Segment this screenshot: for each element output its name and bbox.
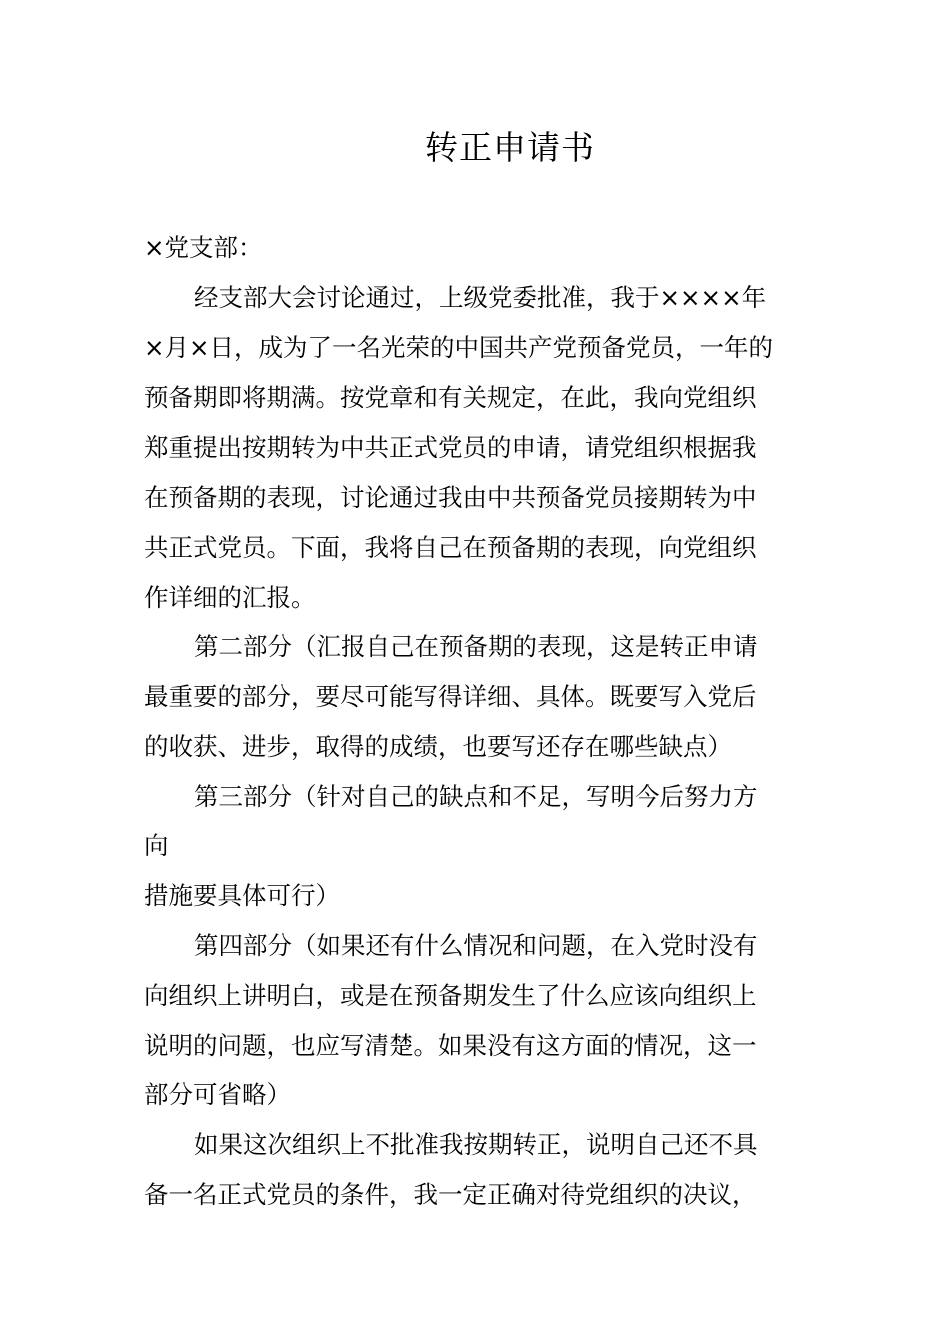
paragraph-4-line-4: 部分可省略）	[144, 1080, 291, 1109]
paragraph-1-line-2: ×月×日，成为了一名光荣的中国共产党预备党员，一年的	[144, 333, 774, 362]
paragraph-4-line-2: 向组织上讲明白，或是在预备期发生了什么应该向组织上	[144, 981, 757, 1010]
paragraph-3-line-2: 向	[144, 831, 169, 860]
paragraph-2-line-2: 最重要的部分，要尽可能写得详细、具体。既要写入党后	[144, 682, 757, 711]
paragraph-1-line-3: 预备期即将期满。按党章和有关规定，在此，我向党组织	[144, 383, 757, 412]
paragraph-3-line-3: 措施要具体可行）	[144, 881, 340, 910]
paragraph-4-line-3: 说明的问题，也应写清楚。如果没有这方面的情况，这一	[144, 1031, 757, 1060]
document-title: 转正申请书	[425, 128, 595, 167]
paragraph-1-line-4: 郑重提出按期转为中共正式党员的申请，请党组织根据我	[144, 433, 757, 462]
paragraph-1-line-1: 经支部大会讨论通过，上级党委批准，我于××××年	[194, 283, 767, 312]
paragraph-3-line-1: 第三部分（针对自己的缺点和不足，写明今后努力方	[194, 782, 758, 811]
paragraph-5-line-1: 如果这次组织上不批准我按期转正，说明自己还不具	[194, 1130, 758, 1159]
paragraph-1-line-6: 共正式党员。下面，我将自己在预备期的表现，向党组织	[144, 533, 757, 562]
salutation: ×党支部：	[144, 233, 263, 262]
paragraph-2-line-3: 的收获、进步，取得的成绩，也要写还存在哪些缺点）	[144, 732, 732, 761]
paragraph-5-line-2: 备一名正式党员的条件，我一定正确对待党组织的决议，	[144, 1180, 757, 1209]
paragraph-2-line-1: 第二部分（汇报自己在预备期的表现，这是转正申请	[194, 632, 758, 661]
paragraph-1-line-5: 在预备期的表现，讨论通过我由中共预备党员接期转为中	[144, 483, 757, 512]
paragraph-4-line-1: 第四部分（如果还有什么情况和问题，在入党时没有	[194, 931, 758, 960]
paragraph-1-line-7: 作详细的汇报。	[144, 583, 316, 612]
